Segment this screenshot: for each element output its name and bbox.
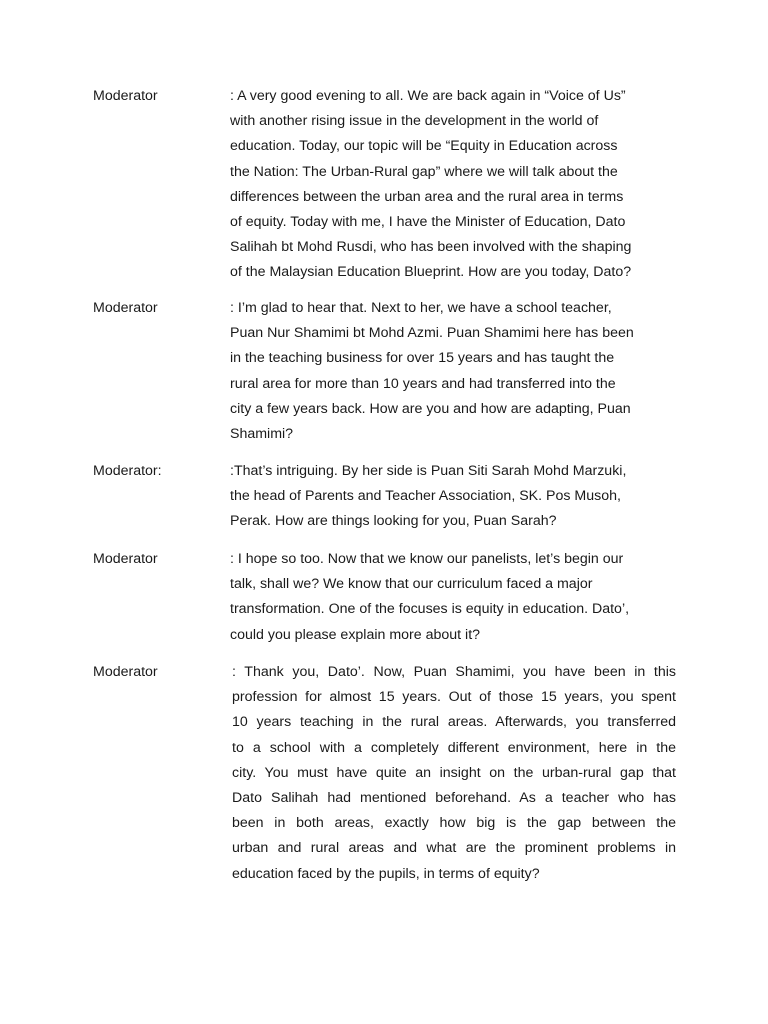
speaker-label: Moderator bbox=[93, 551, 158, 567]
dialogue-line: could you please explain more about it? bbox=[230, 626, 481, 643]
dialogue-line: : A very good evening to all. We are back again in “Voice of Us” bbox=[230, 88, 626, 104]
dialogue-line: :That’s intriguing. By her side is Puan Siti Sarah Mohd Marzuki, bbox=[230, 463, 627, 479]
dialogue-line: : I hope so too. Now that we know our panelists, let’s begin our bbox=[230, 551, 624, 567]
dialogue-line: Puan Nur Shamimi bt Mohd Azmi. Puan Shamimi here has been bbox=[230, 325, 634, 342]
dialogue-line: education faced by the pupils, in terms of equity? bbox=[232, 865, 540, 882]
dialogue-line: Dato Salihah had mentioned beforehand. As a teacher who has bbox=[232, 790, 676, 806]
speaker-label: Moderator: bbox=[93, 463, 162, 479]
dialogue-line: : Thank you, Dato’. Now, Puan Shamimi, you have been in this bbox=[232, 664, 676, 680]
dialogue-line: been in both areas, exactly how big is the gap between the bbox=[232, 815, 676, 832]
dialogue-line: urban and rural areas and what are the prominent problems in bbox=[232, 840, 676, 857]
dialogue-line: profession for almost 15 years. Out of those 15 years, you spent bbox=[232, 689, 676, 706]
speaker-label: Moderator bbox=[93, 300, 158, 316]
speaker-label: Moderator bbox=[93, 88, 158, 104]
dialogue-line: : I’m glad to hear that. Next to her, we have a school teacher, bbox=[230, 300, 612, 316]
dialogue-line: in the teaching business for over 15 years and has taught the bbox=[230, 350, 615, 367]
dialogue-line: with another rising issue in the development in the world of bbox=[230, 113, 599, 130]
dialogue-line: talk, shall we? We know that our curriculum faced a major bbox=[230, 576, 593, 593]
dialogue-line: of the Malaysian Education Blueprint. How are you today, Dato? bbox=[230, 264, 632, 281]
dialogue-line: Salihah bt Mohd Rusdi, who has been involved with the shaping bbox=[230, 239, 632, 256]
speaker-label: Moderator bbox=[93, 664, 158, 680]
dialogue-line: transformation. One of the focuses is equity in education. Dato’, bbox=[230, 601, 630, 618]
dialogue-line: differences between the urban area and the rural area in terms bbox=[230, 188, 624, 205]
dialogue-line: the Nation: The Urban-Rural gap” where we will talk about the bbox=[230, 163, 618, 180]
dialogue-line: of equity. Today with me, I have the Minister of Education, Dato bbox=[230, 214, 626, 230]
dialogue-line: education. Today, our topic will be “Equity in Education across bbox=[230, 138, 618, 155]
dialogue-line: Perak. How are things looking for you, Puan Sarah? bbox=[230, 513, 557, 530]
dialogue-line: Shamimi? bbox=[230, 426, 294, 442]
dialogue-line: city a few years back. How are you and how are adapting, Puan bbox=[230, 400, 631, 417]
dialogue-line: city. You must have quite an insight on the urban-rural gap that bbox=[232, 764, 676, 781]
dialogue-line: rural area for more than 10 years and had transferred into the bbox=[230, 375, 616, 392]
dialogue-line: the head of Parents and Teacher Association, SK. Pos Musoh, bbox=[230, 488, 621, 505]
dialogue-line: to a school with a completely different environment, here in the bbox=[232, 739, 676, 756]
dialogue-line: 10 years teaching in the rural areas. Afterwards, you transferred bbox=[232, 714, 676, 731]
